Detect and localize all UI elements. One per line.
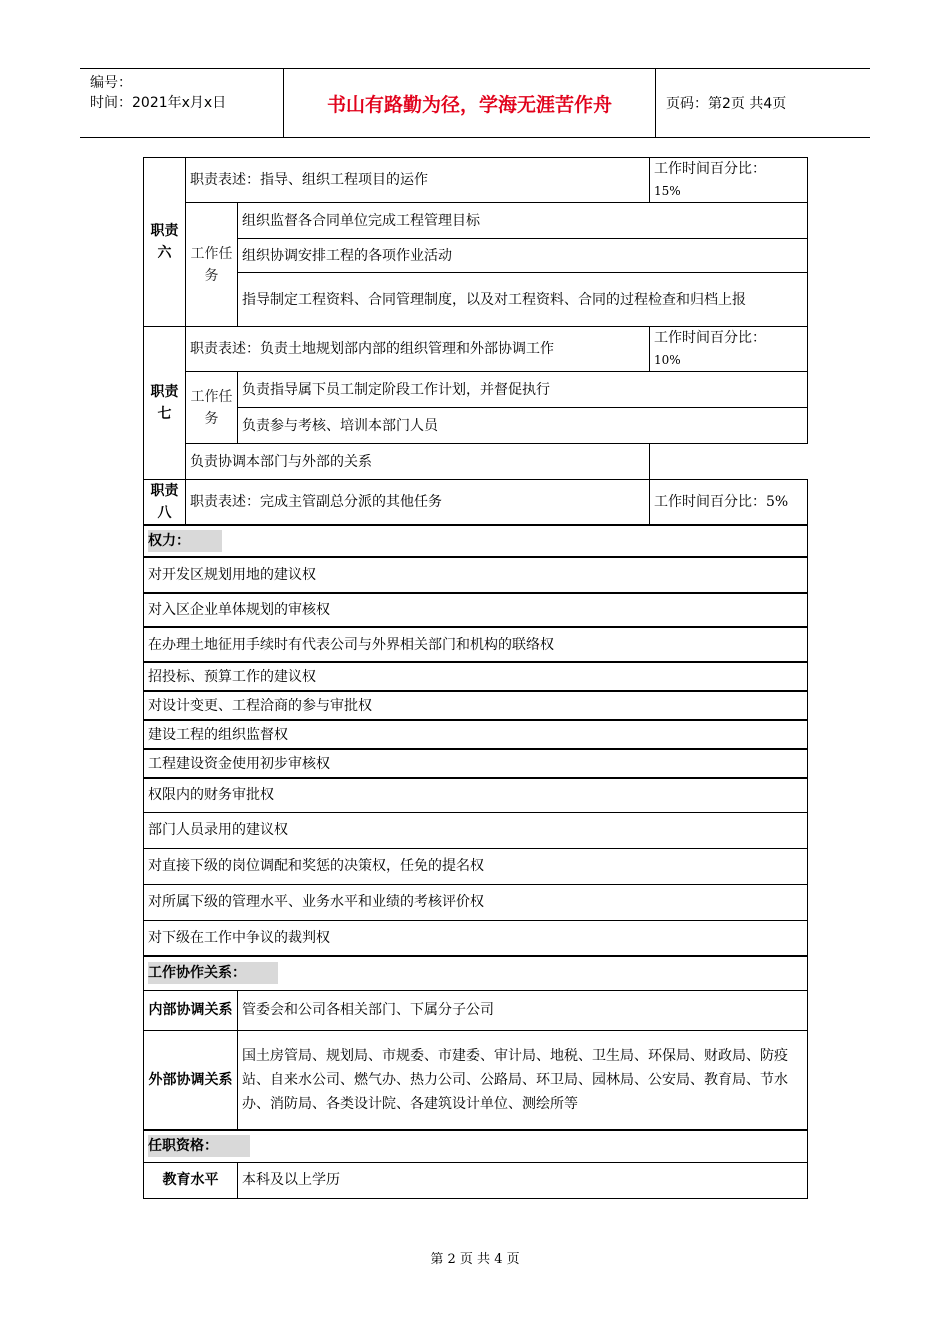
duty6-statement: 职责表述：指导、组织工程项目的运作: [186, 158, 650, 203]
page-footer: 第 2 页 共 4 页: [430, 1252, 520, 1267]
internal-relations-label: 内部协调关系: [144, 990, 238, 1030]
duty7-task-3: 负责协调本部门与外部的关系: [186, 444, 650, 480]
relations-section-header: [144, 956, 808, 990]
power-item: 工程建设资金使用初步审核权: [144, 749, 808, 778]
header-slogan: 书山有路勤为径，学海无涯苦作舟: [284, 69, 656, 137]
duty6-label: 职责六: [144, 158, 186, 327]
duty7-statement-row: [144, 327, 808, 372]
power-item: 对下级在工作中争议的裁判权: [144, 920, 808, 956]
task-row: [144, 444, 808, 480]
power-item: 对直接下级的岗位调配和奖惩的决策权，任免的提名权: [144, 848, 808, 884]
power-item: 建设工程的组织监督权: [144, 720, 808, 749]
powers-title: 权力：: [148, 530, 222, 552]
powers-section-header: [144, 525, 808, 557]
header-page-info: 页码：第2页 共4页: [666, 96, 787, 112]
power-item: 对入区企业单体规划的审核权: [144, 593, 808, 627]
external-relations-row: [144, 1030, 808, 1130]
education-row: [144, 1162, 808, 1198]
qualifications-section-header: [144, 1130, 808, 1162]
power-item: 在办理土地征用手续时有代表公司与外界相关部门和机构的联络权: [144, 627, 808, 662]
duty6-task-1: 组织监督各合同单位完成工程管理目标: [238, 203, 808, 239]
power-item: 对所属下级的管理水平、业务水平和业绩的考核评价权: [144, 884, 808, 920]
header-meta: [80, 69, 284, 137]
duty6-statement-row: [144, 158, 808, 203]
power-item: 对设计变更、工程洽商的参与审批权: [144, 691, 808, 720]
duty8-percentage: 工作时间百分比：5%: [650, 480, 808, 526]
duty7-task-2: 负责参与考核、培训本部门人员: [238, 408, 808, 444]
relations-title: 工作协作关系：: [148, 962, 278, 984]
power-item: 对开发区规划用地的建议权: [144, 557, 808, 593]
external-relations-label: 外部协调关系: [144, 1030, 238, 1130]
power-item: 招投标、预算工作的建议权: [144, 662, 808, 691]
duty6-task-label: 工作任务: [186, 203, 238, 327]
task-row: [144, 239, 808, 273]
task-row: [144, 372, 808, 408]
external-relations-value: 国土房管局、规划局、市规委、市建委、审计局、地税、卫生局、环保局、财政局、防疫站、自来水公司、燃气办、热力公司、公路局、环卫局、园林局、公安局、教育局、节水办、消防局、各类设计院、各建筑设计单位、测绘所等: [238, 1030, 808, 1130]
duty7-task-1: 负责指导属下员工制定阶段工作计划，并督促执行: [238, 372, 808, 408]
duty7-statement: 职责表述：负责土地规划部内部的组织管理和外部协调工作: [186, 327, 650, 372]
power-item: 部门人员录用的建议权: [144, 812, 808, 848]
education-label: 教育水平: [144, 1162, 238, 1198]
task-row: [144, 408, 808, 444]
task-row: [144, 273, 808, 327]
duty6-percentage: 工作时间百分比： 15%: [650, 158, 808, 203]
duty8-label: 职责八: [144, 480, 186, 526]
power-item: 权限内的财务审批权: [144, 778, 808, 812]
job-description-table: [143, 157, 808, 1199]
qualifications-title: 任职资格：: [148, 1135, 250, 1157]
duty7-task-label: 工作任务: [186, 372, 238, 444]
duty6-task-2: 组织协调安排工程的各项作业活动: [238, 239, 808, 273]
education-value: 本科及以上学历: [238, 1162, 808, 1198]
duty8-statement: 职责表述：完成主管副总分派的其他任务: [186, 480, 650, 526]
duty7-label: 职责七: [144, 327, 186, 480]
page-header: [80, 68, 870, 138]
duty8-row: [144, 480, 808, 526]
internal-relations-row: [144, 990, 808, 1030]
duty6-task-3: 指导制定工程资料、合同管理制度，以及对工程资料、合同的过程检查和归档上报: [238, 273, 808, 327]
document-number: 编号：: [90, 75, 132, 91]
task-row: [144, 203, 808, 239]
document-time: 时间：2021年x月x日: [90, 95, 227, 111]
internal-relations-value: 管委会和公司各相关部门、下属分子公司: [238, 990, 808, 1030]
duty7-percentage: 工作时间百分比： 10%: [650, 327, 808, 372]
